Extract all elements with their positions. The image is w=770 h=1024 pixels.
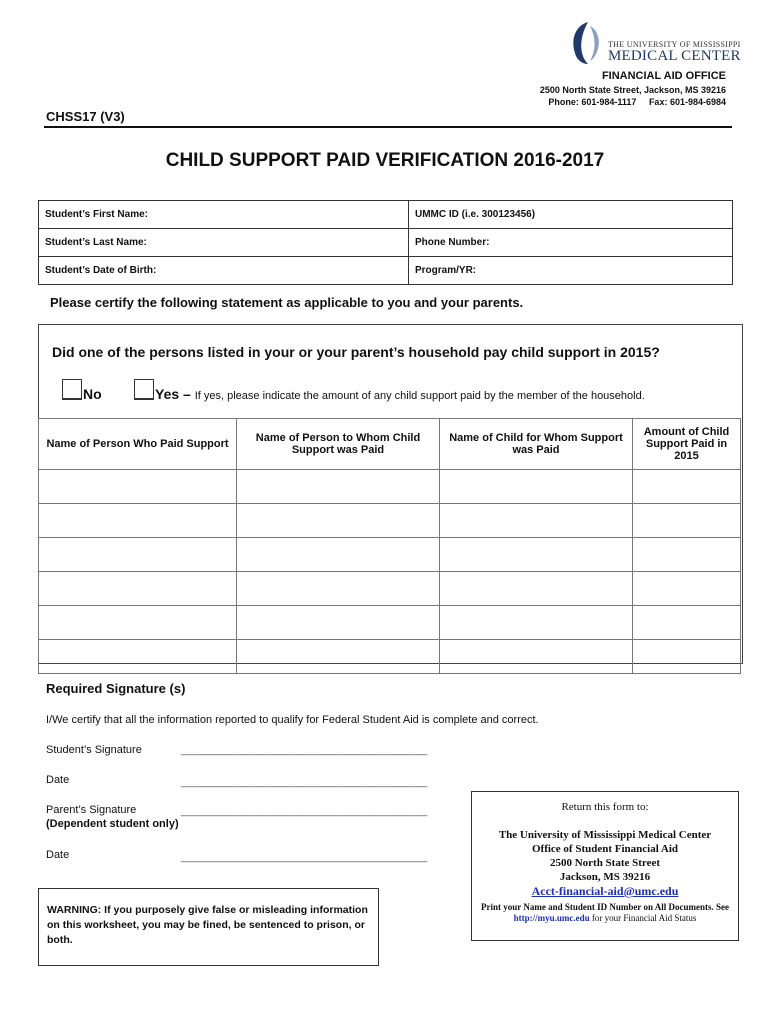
table-cell[interactable] bbox=[633, 538, 741, 572]
table-cell[interactable] bbox=[440, 538, 633, 572]
table-cell[interactable] bbox=[237, 538, 440, 572]
table-cell[interactable] bbox=[440, 504, 633, 538]
phone-number-field[interactable]: Phone Number: bbox=[409, 229, 733, 257]
myu-link[interactable]: http://myu.umc.edu bbox=[513, 913, 590, 923]
student-signature-line[interactable]: _______________________________________ bbox=[181, 744, 428, 756]
student-date-label: Date bbox=[46, 774, 70, 786]
return-address bbox=[472, 828, 738, 884]
table-cell[interactable] bbox=[440, 470, 633, 504]
table-cell[interactable] bbox=[440, 640, 633, 674]
table-cell[interactable] bbox=[237, 606, 440, 640]
signature-heading: Required Signature (s) bbox=[46, 681, 186, 696]
ummc-logo-mark-icon bbox=[566, 20, 610, 66]
return-org: The University of Mississippi Medical Center bbox=[498, 829, 712, 841]
yes-checkbox[interactable] bbox=[134, 379, 154, 400]
header-divider bbox=[44, 126, 732, 128]
col-header-child: Name of Child for Whom Support was Paid bbox=[440, 419, 633, 470]
yes-option-label bbox=[155, 386, 645, 402]
table-cell[interactable] bbox=[39, 572, 237, 606]
parent-signature-label: Parent’s Signature bbox=[46, 804, 137, 816]
page-title: CHILD SUPPORT PAID VERIFICATION 2016-2017 bbox=[165, 150, 605, 171]
col-header-payer: Name of Person Who Paid Support bbox=[39, 419, 237, 470]
table-header-row bbox=[39, 419, 741, 470]
last-name-field[interactable]: Student’s Last Name: bbox=[39, 229, 409, 257]
table-cell[interactable] bbox=[237, 470, 440, 504]
table-row bbox=[39, 504, 741, 538]
table-cell[interactable] bbox=[440, 572, 633, 606]
col-header-recipient: Name of Person to Whom Child Support was Paid bbox=[237, 419, 440, 470]
return-street: 2500 North State Street bbox=[549, 857, 661, 869]
office-phone: Phone: 601-984-1117 bbox=[548, 97, 637, 107]
table-row bbox=[39, 572, 741, 606]
table-row bbox=[39, 606, 741, 640]
program-year-field[interactable]: Program/YR: bbox=[409, 257, 733, 285]
parent-signature-line[interactable]: _______________________________________ bbox=[181, 805, 428, 817]
ummc-id-field[interactable]: UMMC ID (i.e. 300123456) bbox=[409, 201, 733, 229]
return-email-link[interactable]: Acct-financial-aid@umc.edu bbox=[531, 884, 679, 898]
table-row bbox=[39, 201, 733, 229]
table-cell[interactable] bbox=[39, 606, 237, 640]
table-cell[interactable] bbox=[39, 640, 237, 674]
col-header-amount: Amount of Child Support Paid in 2015 bbox=[633, 419, 741, 470]
table-row bbox=[39, 257, 733, 285]
student-signature-label: Student’s Signature bbox=[46, 744, 142, 756]
office-phone-fax bbox=[540, 96, 726, 108]
table-cell[interactable] bbox=[633, 470, 741, 504]
table-cell[interactable] bbox=[39, 470, 237, 504]
warning-box: WARNING: If you purposely give false or misleading information on this worksheet, you may be fined, be sentenced to prison, or both. bbox=[38, 888, 379, 966]
date-of-birth-field[interactable]: Student’s Date of Birth: bbox=[39, 257, 409, 285]
student-info-table bbox=[38, 200, 733, 285]
no-option-label: No bbox=[83, 386, 102, 402]
office-fax: Fax: 601-984-6984 bbox=[648, 97, 726, 107]
form-code: CHSS17 (V3) bbox=[46, 109, 125, 124]
print-note-text: Print your Name and Student ID Number on All Documents. See bbox=[481, 902, 729, 912]
table-cell[interactable] bbox=[633, 606, 741, 640]
certify-instruction: Please certify the following statement as applicable to you and your parents. bbox=[50, 295, 524, 310]
table-row bbox=[39, 229, 733, 257]
no-checkbox[interactable] bbox=[62, 379, 82, 400]
parent-date-line[interactable]: _______________________________________ bbox=[181, 851, 428, 863]
return-office: Office of Student Financial Aid bbox=[531, 843, 679, 855]
logo-medical-center-text: MEDICAL CENTER bbox=[608, 48, 741, 64]
first-name-field[interactable]: Student’s First Name: bbox=[39, 201, 409, 229]
table-cell[interactable] bbox=[39, 504, 237, 538]
table-cell[interactable] bbox=[633, 504, 741, 538]
yes-instruction: If yes, please indicate the amount of any child support paid by the member of the household. bbox=[194, 390, 645, 402]
student-date-line[interactable]: _______________________________________ bbox=[181, 776, 428, 788]
dependent-note: (Dependent student only) bbox=[46, 818, 179, 830]
table-row bbox=[39, 470, 741, 504]
table-cell[interactable] bbox=[633, 640, 741, 674]
child-support-table bbox=[38, 418, 741, 674]
office-address: 2500 North State Street, Jackson, MS 39216 bbox=[539, 85, 726, 95]
parent-date-label: Date bbox=[46, 849, 70, 861]
table-cell[interactable] bbox=[633, 572, 741, 606]
table-cell[interactable] bbox=[237, 504, 440, 538]
return-address-box bbox=[471, 791, 739, 941]
child-support-question: Did one of the persons listed in your or your parent’s household pay child support in 2015? bbox=[52, 344, 660, 360]
office-contact bbox=[540, 84, 726, 108]
table-row bbox=[39, 640, 741, 674]
print-note-tail: for your Financial Aid Status bbox=[591, 913, 697, 923]
table-row bbox=[39, 538, 741, 572]
yes-label: Yes – bbox=[155, 386, 191, 402]
table-cell[interactable] bbox=[39, 538, 237, 572]
office-name: FINANCIAL AID OFFICE bbox=[601, 70, 726, 82]
table-cell[interactable] bbox=[237, 640, 440, 674]
return-city: Jackson, MS 39216 bbox=[559, 871, 651, 883]
certification-statement: I/We certify that all the information reported to qualify for Federal Student Aid is complete and correct. bbox=[46, 714, 539, 726]
table-cell[interactable] bbox=[440, 606, 633, 640]
return-heading: Return this form to: bbox=[561, 801, 649, 813]
table-cell[interactable] bbox=[237, 572, 440, 606]
print-note bbox=[472, 902, 738, 924]
logo-university-text: THE UNIVERSITY OF MISSISSIPPI bbox=[608, 40, 741, 49]
